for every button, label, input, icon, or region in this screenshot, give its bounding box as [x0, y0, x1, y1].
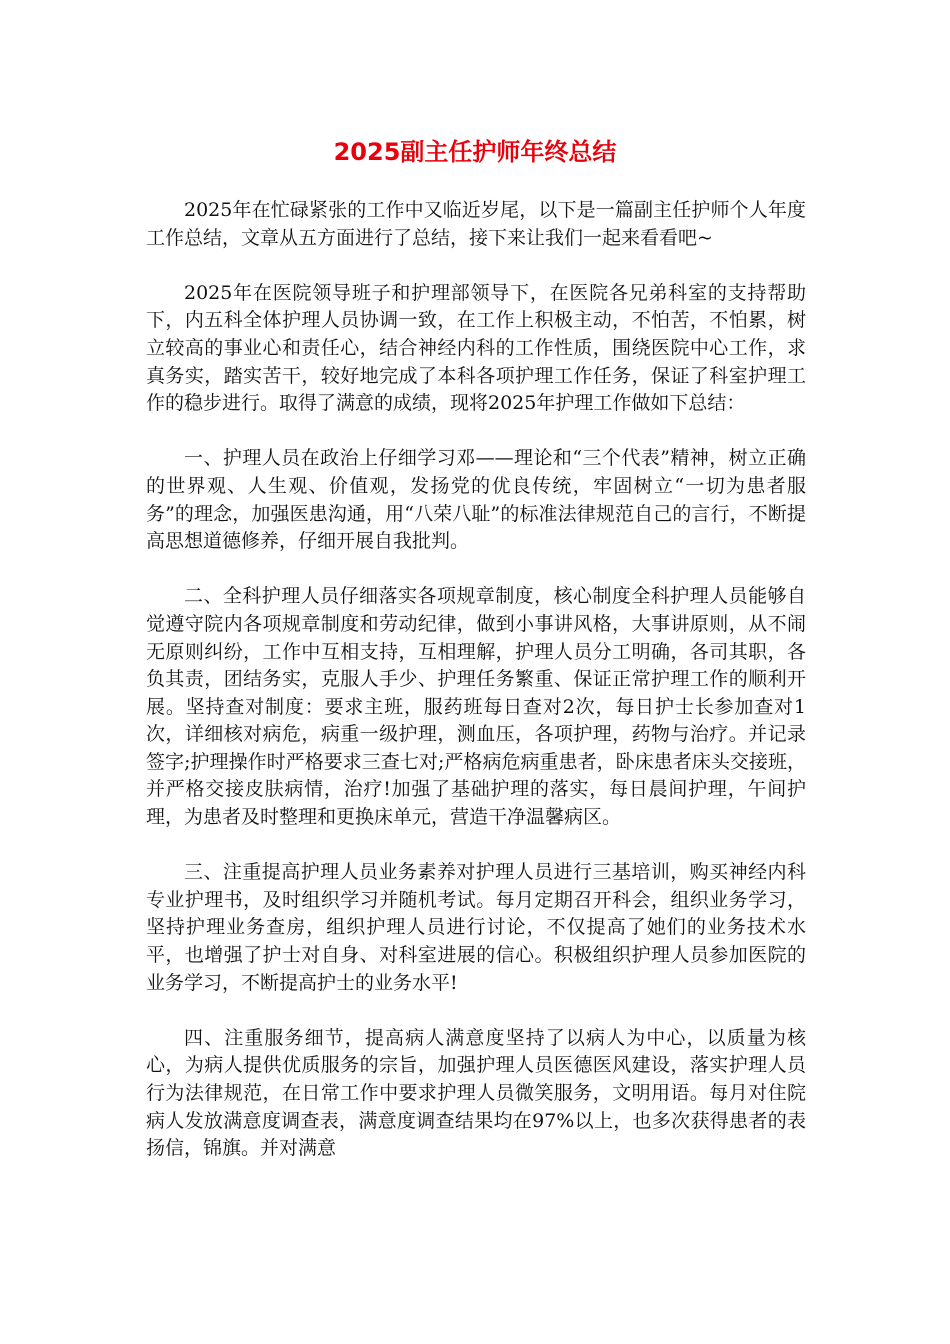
paragraph-section-2: 二、全科护理人员仔细落实各项规章制度，核心制度全科护理人员能够自觉遵守院内各项规章制度和劳动纪律，做到小事讲风格，大事讲原则，从不闹无原则纠纷，工作中互相支持，互相理解，护理人员分工明确，各司其职，各负其责，团结务实，克服人手少、护理任务繁重、保证正常护理工作的顺利开展。坚持查对制度：要求主班，服药班每日查对2次，每日护士长参加查对1次，详细核对病危，病重一级护理，测血压，各项护理，药物与治疗。并记录签字;护理操作时严格要求三查七对;严格病危病重患者，卧床患者床头交接班，并严格交接皮肤病情，治疗!加强了基础护理的落实，每日晨间护理，午间护理，为患者及时整理和更换床单元，营造干净温馨病区。: [146, 585, 806, 829]
paragraph-section-3: 三、注重提高护理人员业务素养对护理人员进行三基培训，购买神经内科专业护理书，及时组织学习并随机考试。每月定期召开科会，组织业务学习，坚持护理业务查房，组织护理人员进行讨论，不仅提高了她们的业务技术水平，也增强了护士对自身、对科室进展的信心。积极组织护理人员参加医院的业务学习，不断提高护士的业务水平!: [146, 861, 806, 994]
paragraph-overview: 2025年在医院领导班子和护理部领导下，在医院各兄弟科室的支持帮助下，内五科全体护理人员协调一致，在工作上积极主动，不怕苦，不怕累，树立较高的事业心和责任心，结合神经内科的工作性质，围绕医院中心工作，求真务实，踏实苦干，较好地完成了本科各项护理工作任务，保证了科室护理工作的稳步进行。取得了满意的成绩，现将2025年护理工作做如下总结：: [146, 281, 806, 415]
document-title: 2025副主任护师年终总结: [333, 138, 617, 166]
paragraph-intro: 2025年在忙碌紧张的工作中又临近岁尾，以下是一篇副主任护师个人年度工作总结，文章从五方面进行了总结，接下来让我们一起来看看吧~: [146, 199, 806, 249]
paragraph-section-4: 四、注重服务细节，提高病人满意度坚持了以病人为中心，以质量为核心，为病人提供优质服务的宗旨，加强护理人员医德医风建设，落实护理人员行为法律规范，在日常工作中要求护理人员微笑服务，文明用语。每月对住院病人发放满意度调查表，满意度调查结果均在97%以上，也多次获得患者的表扬信，锦旗。并对满意: [146, 1026, 806, 1160]
paragraph-section-1: 一、护理人员在政治上仔细学习邓——理论和“三个代表”精神，树立正确的世界观、人生观、价值观，发扬党的优良传统，牢固树立“一切为患者服务”的理念，加强医患沟通，用“八荣八耻”的标准法律规范自己的言行，不断提高思想道德修养，仔细开展自我批判。: [146, 447, 806, 553]
document-body: [146, 197, 806, 1190]
